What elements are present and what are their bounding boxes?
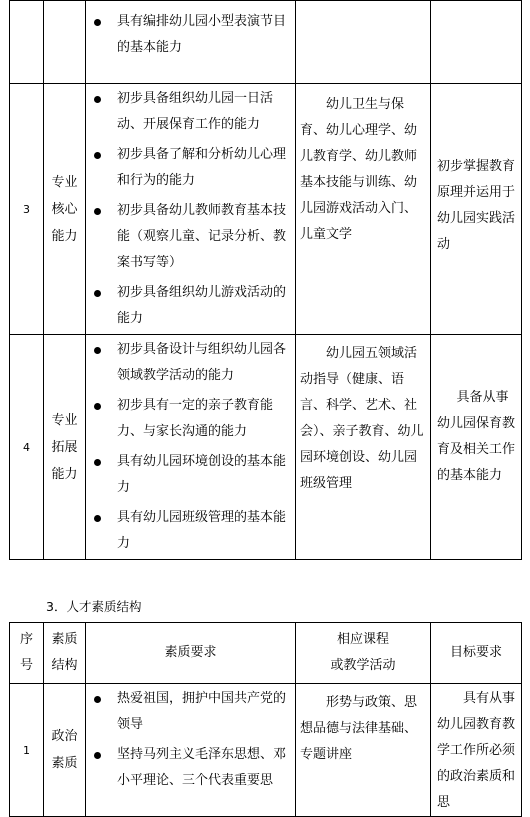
bullet-icon	[94, 96, 101, 103]
header-number: 序号	[10, 623, 44, 684]
bullet-icon	[94, 515, 101, 522]
list-item: 具有编排幼儿园小型表演节目的基本能力	[92, 9, 295, 61]
courses-cell: 幼儿园五领域活动指导（健康、语言、科学、艺术、社会）、亲子教育、幼儿园环境创设、幼儿园班级管理	[296, 335, 431, 560]
quality-category: 政治素质	[44, 684, 86, 817]
header-goal: 目标要求	[431, 623, 522, 684]
goal-cell	[431, 1, 522, 84]
ability-category: 专业核心能力	[44, 84, 86, 335]
row-number: 3	[10, 84, 44, 335]
requirements-cell	[86, 1, 296, 84]
bullet-icon	[94, 208, 101, 215]
list-item: 坚持马列主义毛泽东思想、邓小平理论、三个代表重要思	[92, 742, 295, 794]
list-item: 初步具有一定的亲子教育能力、与家长沟通的能力	[92, 393, 295, 445]
table-row	[10, 84, 522, 335]
header-requirements: 素质要求	[86, 623, 296, 684]
header-courses: 相应课程 或教学活动	[296, 623, 431, 684]
table-row	[10, 684, 522, 817]
courses-cell: 形势与政策、思想品德与法律基础、专题讲座	[296, 684, 431, 817]
table-row	[10, 1, 522, 84]
list-item: 初步具备幼儿教师教育基本技能（观察儿童、记录分析、教案书写等）	[92, 198, 295, 276]
bullet-icon	[94, 752, 101, 759]
goal-cell: 具有从事幼儿园教育教学工作所必须的政治素质和思	[431, 684, 522, 817]
bullet-icon	[94, 19, 101, 26]
list-item: 初步具备组织幼儿园一日活动、开展保育工作的能力	[92, 86, 295, 138]
bullet-icon	[94, 347, 101, 354]
requirements-cell	[86, 84, 296, 335]
bullet-icon	[94, 290, 101, 297]
bullet-icon	[94, 459, 101, 466]
header-structure: 素质结构	[44, 623, 86, 684]
bullet-icon	[94, 152, 101, 159]
bullet-icon	[94, 403, 101, 410]
bullet-icon	[94, 696, 101, 703]
ability-table	[9, 0, 522, 560]
list-item: 初步具备了解和分析幼儿心理和行为的能力	[92, 142, 295, 194]
row-number: 4	[10, 335, 44, 560]
courses-cell: 幼儿卫生与保育、幼儿心理学、幼儿教育学、幼儿教师基本技能与训练、幼儿园游戏活动入门、儿童文学	[296, 84, 431, 335]
ability-category: 专业拓展能力	[44, 335, 86, 560]
requirements-cell	[86, 684, 296, 817]
table-row	[10, 335, 522, 560]
list-item: 热爱祖国，拥护中国共产党的领导	[92, 686, 295, 738]
list-item: 初步具备设计与组织幼儿园各领域教学活动的能力	[92, 337, 295, 389]
row-number	[10, 1, 44, 84]
ability-category	[44, 1, 86, 84]
section-title: 3．人才素质结构	[46, 599, 142, 614]
table-header-row	[10, 623, 522, 684]
goal-cell: 初步掌握教育原理并运用于幼儿园实践活动	[431, 84, 522, 335]
row-number: 1	[10, 684, 44, 817]
requirements-cell	[86, 335, 296, 560]
list-item: 初步具备组织幼儿游戏活动的能力	[92, 280, 295, 332]
goal-cell: 具备从事幼儿园保育教育及相关工作的基本能力	[431, 335, 522, 560]
list-item: 具有幼儿园环境创设的基本能力	[92, 449, 295, 501]
list-item: 具有幼儿园班级管理的基本能力	[92, 505, 295, 557]
courses-cell	[296, 1, 431, 84]
quality-table	[9, 622, 522, 817]
